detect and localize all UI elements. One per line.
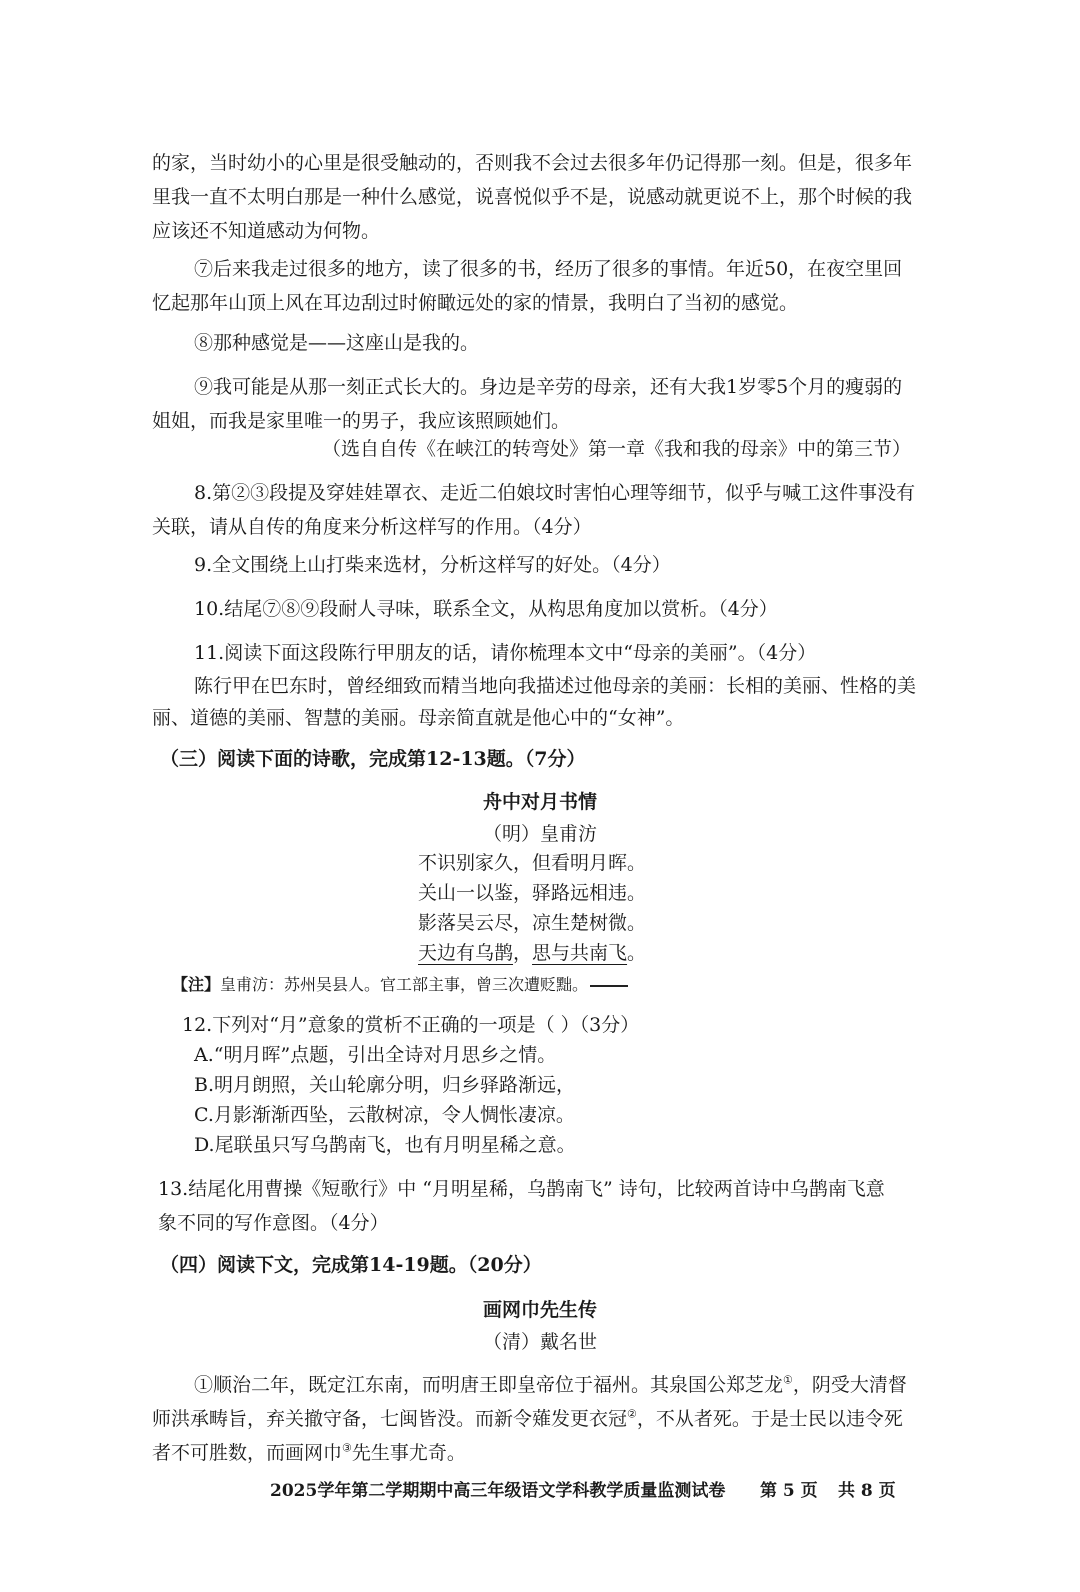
article-paragraph-1 bbox=[152, 1368, 907, 1470]
poem-line: 关山一以鉴，驿路远相违。 bbox=[418, 882, 647, 904]
paragraph-line: 忆起那年山顶上风在耳边刮过时俯瞰远处的家的情景，我明白了当初的感觉。 bbox=[152, 292, 799, 314]
poem-body bbox=[418, 848, 646, 968]
footnote-marker: ② bbox=[627, 1407, 637, 1421]
quote-line: 丽、道德的美丽、智慧的美丽。母亲简直就是他心中的“女神”。 bbox=[152, 707, 685, 729]
quote-line: 陈行甲在巴东时，曾经细致而精当地向我描述过他母亲的美丽：长相的美丽、性格的美 bbox=[194, 675, 917, 697]
question-line: 13.结尾化用曹操《短歌行》中 “月明星稀，乌鹊南飞” 诗句，比较两首诗中乌鹊南飞意 bbox=[158, 1178, 885, 1200]
underlined-phrase: 天边有乌鹊 bbox=[418, 942, 514, 964]
footer-page-number: 第 5 页 bbox=[760, 1481, 818, 1501]
option-a: A.“明月晖”点题，引出全诗对月思乡之情。 bbox=[194, 1044, 557, 1066]
footnote-marker: ① bbox=[783, 1373, 793, 1387]
article-title: 画网巾先生传 bbox=[482, 1299, 597, 1321]
footnote-marker: ③ bbox=[342, 1441, 352, 1455]
underline-dash bbox=[590, 985, 628, 987]
question-line: 象不同的写作意图。（4分） bbox=[158, 1212, 389, 1234]
poem-line: 影落吴云尽，凉生楚树微。 bbox=[418, 912, 647, 934]
question-13 bbox=[158, 1172, 885, 1240]
poem-title: 舟中对月书情 bbox=[482, 791, 597, 813]
footer-total-pages: 共 8 页 bbox=[838, 1481, 896, 1501]
paragraph-line: 者不可胜数，而画网巾③先生事尤奇。 bbox=[152, 1441, 466, 1464]
question-line: 关联，请从自传的角度来分析这样写的作用。（4分） bbox=[152, 516, 592, 538]
passage-line: 里我一直不太明白那是一种什么感觉，说喜悦似乎不是，说感动就更说不上，那个时候的我 bbox=[152, 186, 913, 208]
paragraph-line: ①顺治二年，既定江东南，而明唐王即皇帝位于福州。其泉国公郑芝龙①，阴受大清督 bbox=[194, 1373, 907, 1396]
note-text: 皇甫汸：苏州吴县人。官工部主事，曾三次遭贬黜。 bbox=[220, 975, 589, 994]
article-author: （清）戴名世 bbox=[482, 1331, 597, 1353]
footer-exam-title: 2025学年第二学期期中高三年级语文学科教学质量监测试卷 bbox=[270, 1481, 726, 1501]
section-4-heading: （四）阅读下文，完成第14-19题。（20分） bbox=[160, 1254, 542, 1276]
question-11 bbox=[152, 636, 916, 734]
passage-line: 的家，当时幼小的心里是很受触动的，否则我不会过去很多年仍记得那一刻。但是，很多年 bbox=[152, 152, 913, 174]
underlined-phrase: 思与共南飞 bbox=[532, 942, 628, 964]
paragraph-8 bbox=[152, 326, 479, 360]
source-citation: （选自自传《在峡江的转弯处》第一章《我和我的母亲》中的第三节） bbox=[322, 438, 912, 460]
option-d: D.尾联虽只写乌鹊南飞，也有月明星稀之意。 bbox=[194, 1134, 576, 1156]
question-8 bbox=[152, 476, 915, 544]
paragraph-line: ⑧那种感觉是——这座山是我的。 bbox=[194, 332, 480, 354]
paragraph-line: ⑦后来我走过很多的地方，读了很多的书，经历了很多的事情。年近50，在夜空里回 bbox=[194, 258, 903, 280]
option-b: B.明月朗照，关山轮廓分明，归乡驿路渐远， bbox=[194, 1074, 576, 1096]
poem-note bbox=[172, 970, 628, 1000]
poem-line: 天边有乌鹊，思与共南飞。 bbox=[418, 942, 647, 964]
question-12 bbox=[182, 1010, 639, 1160]
question-line: 8.第②③段提及穿娃娃罩衣、走近二伯娘坟时害怕心理等细节，似乎与喊工这件事没有 bbox=[194, 482, 916, 504]
question-stem: 12.下列对“月”意象的赏析不正确的一项是（ ）（3分） bbox=[182, 1014, 640, 1036]
question-10: 10.结尾⑦⑧⑨段耐人寻味，联系全文，从构思角度加以赏析。（4分） bbox=[194, 598, 778, 620]
section-3-heading: （三）阅读下面的诗歌，完成第12-13题。（7分） bbox=[160, 748, 586, 770]
option-c: C.月影渐渐西坠，云散树凉，令人惆怅凄凉。 bbox=[194, 1104, 575, 1126]
paragraph-line: ⑨我可能是从那一刻正式长大的。身边是辛劳的母亲，还有大我1岁零5个月的瘦弱的 bbox=[194, 376, 903, 398]
poem-author: （明）皇甫汸 bbox=[482, 823, 597, 845]
question-prompt: 11.阅读下面这段陈行甲朋友的话，请你梳理本文中“母亲的美丽”。（4分） bbox=[194, 642, 817, 664]
paragraph-line: 姐姐，而我是家里唯一的男子，我应该照顾她们。 bbox=[152, 410, 571, 432]
passage-line: 应该还不知道感动为何物。 bbox=[152, 220, 381, 242]
paragraph-7 bbox=[152, 252, 902, 320]
paragraph-9 bbox=[152, 370, 902, 438]
note-label: 【注】 bbox=[172, 975, 221, 994]
passage-continued bbox=[152, 146, 912, 248]
paragraph-line: 师洪承畴旨，弃关撤守备，七闽皆没。而新令薙发更衣冠②，不从者死。于是士民以违令死 bbox=[152, 1407, 903, 1430]
poem-line: 不识别家久，但看明月晖。 bbox=[418, 852, 647, 874]
question-9: 9.全文围绕上山打柴来选材，分析这样写的好处。（4分） bbox=[194, 554, 671, 576]
